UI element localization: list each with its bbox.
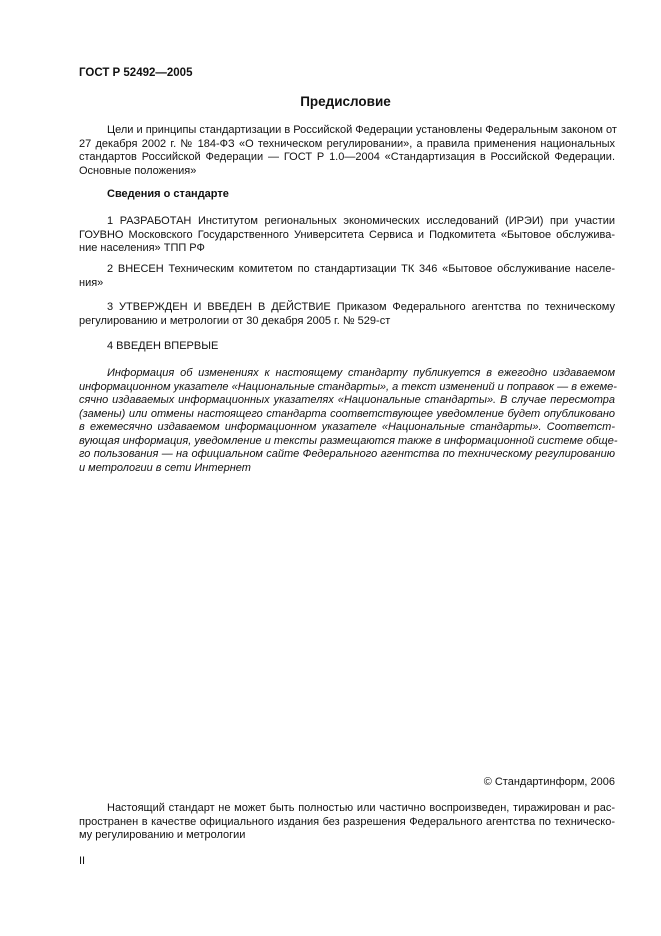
item-line: 3 УТВЕРЖДЕН И ВВЕДЕН В ДЕЙСТВИЕ Приказом Федерального агентства по техническому — [107, 301, 615, 313]
intro-line: Основные положения» — [79, 164, 197, 177]
notice-line: вующая информация, уведомление и тексты размещаются также в информационной системе обще- — [79, 434, 618, 447]
intro-line: Цели и принципы стандартизации в Российской Федерации установлены Федеральным законом от — [107, 124, 617, 136]
intro-paragraph — [79, 124, 615, 178]
item-line: ния» — [79, 276, 104, 289]
item-line: ние населения» ТПП РФ — [79, 242, 205, 254]
notice-line: сячно издаваемых информационных указателях «Национальные стандарты». В случае пересмотра — [79, 394, 615, 406]
notice-line: Информация об изменениях к настоящему стандарту публикуется в ежегодно издаваемом — [107, 367, 615, 379]
intro-line: 27 декабря 2002 г. № 184-ФЗ «О техническом регулировании», а правила применения национальных — [79, 137, 615, 150]
notice-paragraph — [79, 367, 618, 475]
reproduction-line: му регулированию и метрологии — [79, 829, 246, 841]
notice-line: (замены) или отмены настоящего стандарта соответствующее уведомление будет опубликовано — [79, 407, 615, 420]
document-code: ГОСТ Р 52492—2005 — [79, 67, 193, 79]
item-line: 2 ВНЕСЕН Техническим комитетом по стандартизации ТК 346 «Бытовое обслуживание населе- — [107, 263, 615, 275]
item-approved — [79, 301, 615, 328]
item-developed — [79, 215, 615, 256]
page-title: Предисловие — [300, 94, 391, 109]
notice-line: го пользования — на официальном сайте Федерального агентства по техническому регулированию — [79, 448, 615, 460]
item-introduced — [79, 263, 615, 290]
reproduction-line: пространен в качестве официального издания без разрешения Федерального агентства по техническо- — [79, 815, 615, 828]
item-line: 1 РАЗРАБОТАН Институтом региональных экономических исследований (ИРЭИ) при участии — [107, 215, 615, 227]
notice-line: в ежемесячно издаваемом информационном указателе «Национальные стандарты». Соответст- — [79, 421, 615, 433]
reproduction-line: Настоящий стандарт не может быть полностью или частично воспроизведен, тиражирован и рас- — [107, 802, 615, 814]
section-heading: Сведения о стандарте — [107, 188, 229, 200]
item-line: 4 ВВЕДЕН ВПЕРВЫЕ — [107, 340, 219, 352]
notice-line: информационном указателе «Национальные стандарты», а текст изменений и поправок — в ежеме- — [79, 380, 617, 393]
item-line: ГОУВНО Московского Государственного Университета Сервиса и Подкомитета «Бытовое обслужива- — [79, 228, 615, 241]
item-first-introduced — [79, 340, 615, 354]
page-number: II — [79, 855, 86, 867]
item-line: регулированию и метрологии от 30 декабря 2005 г. № 529-ст — [79, 314, 391, 327]
copyright-notice: © Стандартинформ, 2006 — [483, 776, 615, 788]
intro-line: стандартов Российской Федерации — ГОСТ Р 1.0—2004 «Стандартизация в Российской Федерации. — [79, 151, 615, 163]
reproduction-paragraph — [79, 802, 615, 843]
notice-line: и метрологии в сети Интернет — [79, 461, 251, 474]
